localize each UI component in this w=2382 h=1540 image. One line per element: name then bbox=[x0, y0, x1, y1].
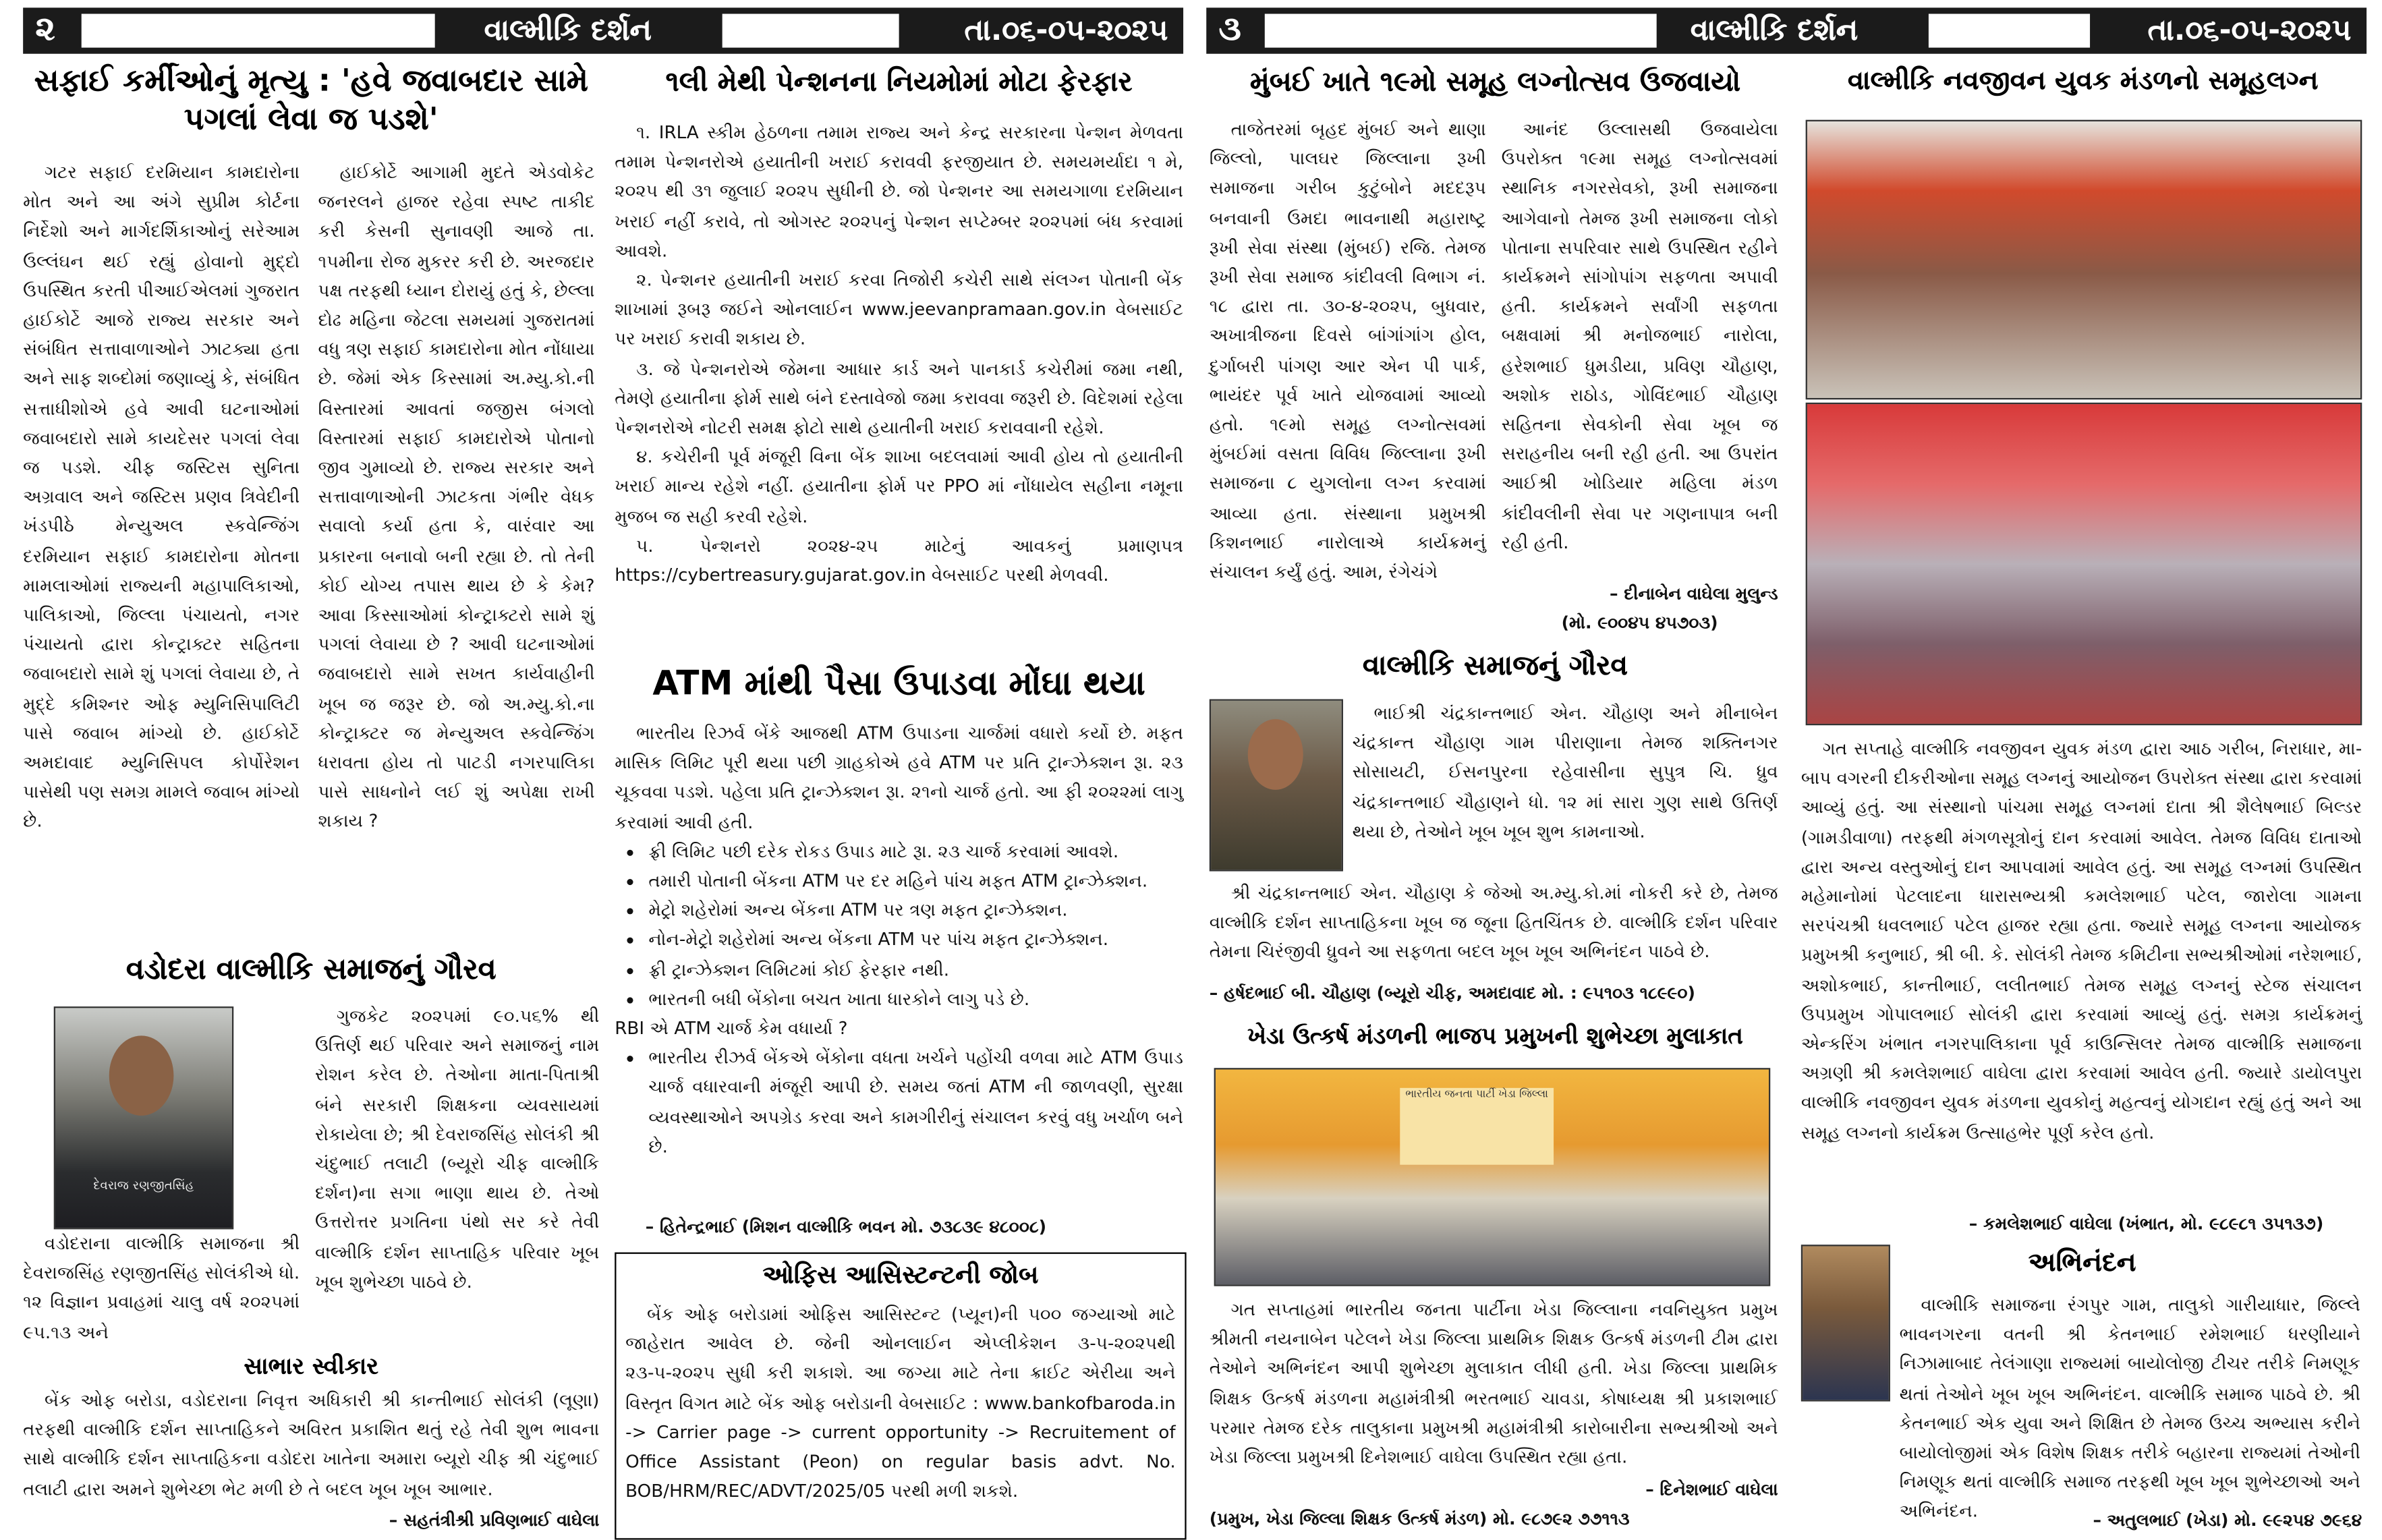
headline-pension: ૧લી મેથી પેન્શનના નિયમોમાં મોટા ફેરફાર bbox=[665, 65, 1133, 98]
paragraph: વડોદરાના વાલ્મીકિ સમાજના શ્રી દેવરાજસિંહ રણજીતસિંહ સોલંકીએ ધો. ૧૨ વિજ્ઞાન પ્રવાહમાં ચાલુ વર્ષ ૨૦૨૫માં ૯૫.૧૩ અને bbox=[23, 1232, 300, 1343]
student-photo bbox=[1210, 699, 1343, 871]
pension-item: ૩. જે પેન્શનરોએ જેમના આધાર કાર્ડ અને પાનકાર્ડ કચેરીમાં જમા નથી, તેમણે હયાતીના ફોર્મ સાથે બંને દસ્તાવેજો જમા કરાવવા જરૂરી છે. વિદેશમાં રહેલા પેન્શનરોએ નોટરી સમક્ષ ફોટો સાથે હયાતીની ખરાઈ કરાવવાની રહેશે. bbox=[615, 357, 1184, 438]
signature: – હર્ષદભાઈ બી. ચૌહાણ (બ્યૂરો ચીફ, અમદાવાદ મો. : ૯૫૧૦૩ ૧૮૯૯૦) bbox=[1209, 983, 1695, 1004]
signature: – સહતંત્રીશ્રી પ્રવિણભાઈ વાઘેલા bbox=[292, 1510, 600, 1532]
issue-date: તા.૦૬-૦૫-૨૦૨૫ bbox=[964, 13, 1168, 48]
bjp-banner: ભારતીય જનતા પાર્ટી ખેડા જિલ્લા bbox=[1400, 1088, 1554, 1165]
paragraph: શ્રી ચંદ્રકાન્તભાઈ એન. ચૌહાણ કે જેઓ અ.મ્યુ.કો.માં નોકરી કરે છે, તેમજ વાલ્મીકિ દર્શન સાપ્તાહિકના ખૂબ જ જૂના હિતચિંતક છે. વાલ્મીકિ દર્શન પરિવાર તેમના ચિરંજીવી ધ્રુવને આ સફળતા બદલ ખૂબ ખૂબ અભિનંદન પાઠવે છે. bbox=[1209, 882, 1778, 963]
paragraph: ભારતીય રિઝર્વ બેંકે આજથી ATM ઉપાડના ચાર્જમાં વધારો કર્યો છે. મફત માસિક લિમિટ પૂરી થયા પછી ગ્રાહકોએ હવે ATM પર પ્રતિ ટ્રાન્ઝેક્શન રૂા. ૨૩ ચૂકવવા પડશે. પહેલા પ્રતિ ટ્રાન્ઝેક્શન રૂા. ૨૧નો ચાર્જ હતો. આ ફી ૨૦૨૨માં લાગુ કરવામાં આવી હતી. bbox=[615, 722, 1184, 832]
headline-kheda: ખેડા ઉત્કર્ષ મંડળની ભાજપ પ્રમુખની શુભેચ્છા મુલાકાત bbox=[1247, 1021, 1743, 1050]
paragraph: ગટર સફાઈ દરમિયાન કામદારોના મોત અને આ અંગે સુપ્રીમ કોર્ટના નિર્દેશો અને માર્ગદર્શિકાઓનું સરેઆમ ઉલ્લંઘન થઈ રહ્યું હોવાનો મુદ્દો ઉપસ્થિત કરતી પીઆઈએલમાં ગુજરાત હાઈકોર્ટે આજે રાજ્ય સરકાર અને સંબંધિત સત્તાવાળાઓને ઝાટક્યા હતા અને સાફ શબ્દોમાં જણાવ્યું કે, સંબંધિત સત્તાધીશોએ હવે આવી ઘટનાઓમાં જવાબદારો સામે કાયદેસર પગલાં લેવા જ પડશે. ચીફ જસ્ટિસ સુનિતા અગ્રવાલ અને જસ્ટિસ પ્રણવ ત્રિવેદીની ખંડપીઠે મેન્યુઅલ સ્કવેન્જિંગ દરમિયાન સફાઈ કામદારોના મોતના મામલાઓમાં રાજ્યની મહાપાલિકાઓ, પાલિકાઓ, જિલ્લા પંચાયતો, નગર પંચાયતો દ્વારા કોન્ટ્રાક્ટર સહિતના જવાબદારો સામે શું પગલાં લેવાયા છે, તે મુદ્દે કમિશ્નર ઓફ મ્યુનિસિપાલિટી પાસે જવાબ માંગ્યો છે. હાઈકોર્ટે અમદાવાદ મ્યુનિસિપલ કોર્પોરેશન પાસેથી પણ સમગ્ર મામલે જવાબ માંગ્યો છે. bbox=[23, 161, 300, 832]
article-text bbox=[1210, 879, 1778, 971]
atm-bullets bbox=[615, 837, 1183, 1014]
bullet-item: • નોન-મેટ્રો શહેરોમાં અન્ય બેંકના ATM પર પાંચ મફત ટ્રાન્ઝેક્શન. bbox=[648, 925, 1183, 955]
masthead: વાલ્મીકિ દર્શન bbox=[1690, 13, 1859, 48]
masthead: વાલ્મીકિ દર્શન bbox=[484, 13, 652, 48]
article-text bbox=[318, 159, 595, 942]
signature: – દીનાબેન વાઘેલા મુલુન્ડ bbox=[1610, 583, 1778, 604]
issue-date: તા.૦૬-૦૫-૨૦૨૫ bbox=[2147, 13, 2352, 48]
paragraph: વાલ્મીકિ સમાજના રંગપુર ગામ, તાલુકો ગારીયાધાર, જિલ્લે ભાવનગરના વતની શ્રી કેતનભાઈ રમેશભાઈ ધરણીયાને નિઝામાબાદ તેલંગાણા રાજ્યમાં બાયોલોજી ટીચર તરીકે નિમણૂક થતાં તેઓને ખૂબ ખૂબ અભિનંદન. વાલ્મીકિ સમાજ પાઠવે છે. શ્રી કેતનભાઈ એક યુવા અને શિક્ષિત છે તેમજ ઉચ્ચ અભ્યાસ કરીને બાયોલોજીમાં એક વિશેષ શિક્ષક તરીકે બહારના રાજ્યમાં તેઓની નિમણૂક થતાં વાલ્મીકિ સમાજ તરફથી ખૂબ ખૂબ શુભેચ્છાઓ અને અભિનંદન. bbox=[1899, 1294, 2361, 1522]
page-number: ૩ bbox=[1218, 10, 1241, 49]
signature-detail: (પ્રમુખ, ખેડા જિલ્લા શિક્ષક ઉત્કર્ષ મંડળ) મો. ૯૮૭૯૨ ૭૭૧૧૩ bbox=[1209, 1508, 1630, 1529]
face-shape bbox=[1248, 719, 1303, 790]
signature: – અતુલભાઈ (ખેડા) મો. ૯૯૨૫૪ ૭૯૬૪ bbox=[1997, 1510, 2362, 1532]
header-blank-box bbox=[722, 14, 899, 48]
bullet-item: • તમારી પોતાની બેંકના ATM પર દર મહિને પાંચ મફત ATM ટ્રાન્ઝેક્શન. bbox=[648, 867, 1183, 896]
pension-item: ૧. IRLA સ્કીમ હેઠળના તમામ રાજ્ય અને કેન્દ્ર સરકારના પેન્શન મેળવતા તમામ પેન્શનરોએ હયાતીની ખરાઈ કરાવવી ફરજીયાત છે. સમયમર્યાદા ૧ મે, ૨૦૨૫ થી ૩૧ જુલાઈ ૨૦૨૫ સુધીની છે. જો પેન્શનર આ સમયગાળા દરમિયાન ખરાઈ નહીં કરાવે, તો ઓગસ્ટ ૨૦૨૫નું પેન્શન સપ્ટેમ્બર ૨૦૨૫માં બંધ કરવામાં આવશે. bbox=[615, 121, 1184, 261]
paragraph: હાઈકોર્ટે આગામી મુદતે એડવોકેટ જનરલને હાજર રહેવા સ્પષ્ટ તાકીદ કરી કેસની સુનાવણી આજે તા. ૧૫મીના રોજ મુકરર કરી છે. અરજદાર પક્ષ તરફથી ધ્યાન દોરાયું હતું કે, છેલ્લા દોઢ મહિના જેટલા સમયમાં ગુજરાતમાં વધુ ત્રણ સફાઈ કામદારોના મોત નોંધાયા છે. જેમાં એક કિસ્સામાં અ.મ્યુ.કો.ની વિસ્તારમાં આવતાં જજીસ બંગલો વિસ્તારમાં સફાઈ કામદારોએ પોતાનો જીવ ગુમાવ્યો છે. રાજ્ય સરકાર અને સત્તાવાળાઓની ઝાટકતા ગંભીર વેધક સવાલો કર્યા હતા કે, વારંવાર આ પ્રકારના બનાવો બની રહ્યા છે. તો તેની કોઈ યોગ્ય તપાસ થાય છે કે કેમ? આવા કિસ્સાઓમાં કોન્ટ્રાક્ટરો સામે શું પગલાં લેવાયા છે ? આવી ઘટનાઓમાં જવાબદારો સામે સખત કાર્યવાહીની ખૂબ જ જરૂર છે. જો અ.મ્યુ.કો.ના કોન્ટ્રાક્ટર જ મેન્યુઅલ સ્કવેન્જિંગ ધરાવતા હોય તો પાટડી નગરપાલિકા પાસે સાધનોને લઈ શું અપેક્ષા રાખી શકાય ? bbox=[318, 161, 595, 832]
face-shape bbox=[109, 1035, 174, 1115]
pension-item: ૫. પેન્શનરો ૨૦૨૪-૨૫ માટેનું આવકનું પ્રમાણપત્ર https://cybertreasury.gujarat.gov.in વેબસાઈટ પરથી મેળવવી. bbox=[615, 534, 1184, 586]
pension-list bbox=[615, 118, 1183, 656]
article-text bbox=[315, 1002, 599, 1348]
question: RBI એ ATM ચાર્જ કેમ વધાર્યા ? bbox=[615, 1017, 848, 1039]
bullet-item: • ભારતની બધી બેંકોના બચત ખાતા ધારકોને લાગુ પડે છે. bbox=[648, 985, 1183, 1015]
paragraph: ગુજકેટ ૨૦૨૫માં ૯૦.૫૬% થી ઉત્તિર્ણ થઈ પરિવાર અને સમાજનું નામ રોશન કરેલ છે. તેઓના માતા-પિતાશ્રી બંને સરકારી શિક્ષકના વ્યવસાયમાં રોકાયેલા છે; શ્રી દેવરાજસિંહ સોલંકી શ્રી ચંદુભાઈ તલાટી (બ્યૂરો ચીફ વાલ્મીકિ દર્શન)ના સગા ભાણા થાય છે. તેઓ ઉત્તરોત્તર પ્રગતિના પંથો સર કરે તેવી વાલ્મીકિ દર્શન સાપ્તાહિક પરિવાર ખૂબ ખૂબ શુભેચ્છા પાઠવે છે. bbox=[314, 1004, 600, 1292]
pension-item: ૪. કચેરીની પૂર્વ મંજૂરી વિના બેંક શાખા બદલવામાં આવી હોય તો હયાતીની ખરાઈ માન્ય રહેશે નહીં. હયાતીના ફોર્મ પર PPO માં નોંધાયેલ સહીના નમૂના મુજબ જ સહી કરવી રહેશે. bbox=[615, 446, 1184, 527]
headline-vadodara: વડોદરા વાલ્મીકિ સમાજનું ગૌરવ bbox=[125, 952, 497, 987]
headline-abhinandan: અભિનંદન bbox=[2028, 1247, 2136, 1279]
phone: (મો. ૯૦૦૪૫ ૪૫૭૦૩) bbox=[1561, 612, 1718, 633]
page-number: ૨ bbox=[35, 10, 55, 49]
paragraph: તાજેતરમાં બૃહદ મુંબઈ અને થાણા જિલ્લો, પાલઘર જિલ્લાના રૂખી સમાજના ગરીબ કુટુંબોને મદદરૂપ બનવાની ઉમદા ભાવનાથી મહારાષ્ટ્ર રૂખી સેવા સંસ્થા (મુંબઈ) રજિ. તેમજ રૂખી સેવા સમાજ કાંદીવલી વિભાગ નં. ૧૮ દ્વારા તા. ૩૦-૪-૨૦૨૫, બુધવાર, અખાત્રીજના દિવસે બાંગાંગાંગ હોલ, દુર્ગાબરી પાંગણ આર એન પી પાર્ક, ભાયંદર પૂર્વ ખાતે યોજવામાં આવ્યો હતો. ૧૯મો સમૂહ લગ્નોત્સવમાં મુંબઈમાં વસતા વિવિધ જિલ્લાના રૂખી સમાજના ૮ યુગલોના લગ્ન કરવામાં આવ્યા હતા. સંસ્થાના પ્રમુખશ્રી કિશનભાઈ નારોલાએ કાર્યક્રમનું સંચાલન કર્યું હતું. આમ, રંગેચંગે bbox=[1209, 118, 1486, 583]
signature: – દિનેશભાઈ વાઘેલા bbox=[1537, 1480, 1778, 1502]
right-page-header bbox=[1206, 7, 2366, 53]
bullet-item: • ફ્રી ટ્રાન્ઝેક્શન લિમિટમાં કોઈ ફેરફાર નથી. bbox=[648, 955, 1183, 985]
article-text bbox=[23, 1229, 300, 1349]
bullet-item: • મેટ્રો શહેરોમાં અન્ય બેંકના ATM પર ત્રણ મફત ટ્રાન્ઝેક્શન. bbox=[648, 896, 1183, 926]
answer: • ભારતીય રીઝર્વ બેંકએ બેંકોના વધતા ખર્ચને પહોંચી વળવા માટે ATM ઉપાડ ચાર્જ વધારવાની મંજૂરી આપી છે. સમય જતાં ATM ની જાળવણી, સુરક્ષા વ્યવસ્થાઓને અપગ્રેડ કરવા અને કામગીરીનું સંચાલન કરવું વધુ ખર્ચાળ બને છે. bbox=[648, 1044, 1183, 1162]
kheda-group-photo bbox=[1214, 1068, 1771, 1286]
job-text bbox=[625, 1300, 1176, 1533]
headline-mumbai: મુંબઈ ખાતે ૧૯મો સમૂહ લગ્નોત્સવ ઉજવાયો bbox=[1249, 65, 1741, 98]
header-blank-box bbox=[82, 14, 435, 48]
paragraph: બેંક ઓફ બરોડામાં ઓફિસ આસિસ્ટન્ટ (પ્યૂન)ની ૫૦૦ જગ્યાઓ માટે જાહેરાત આવેલ છે. જેની ઓનલાઈન એપ્લીકેશન ૩-૫-૨૦૨૫થી ૨૩-૫-૨૦૨૫ સુધી કરી શકાશે. આ જગ્યા માટે તેના ક્રાઈટ એરીયા અને વિસ્તૃત વિગત માટે બેંક ઓફ બરોડાની વેબસાઈટ : www.bankofbaroda.in -> Carrier page -> current opportunity -> Recruitement of Office Assistant (Peon) on regular basis advt. No. BOB/HRM/REC/ADVT/2025/05 પરથી મળી શકશે. bbox=[625, 1303, 1176, 1502]
pension-item: ૨. પેન્શનર હયાતીની ખરાઈ કરવા તિજોરી કચેરી સાથે સંલગ્ન પોતાની બેંક શાખામાં રૂબરૂ જઈને ઓનલાઈન www.jeevanpramaan.gov.in વેબસાઈટ પર ખરાઈ કરાવી શકાય છે. bbox=[615, 268, 1184, 350]
article-text bbox=[1210, 115, 1486, 607]
left-page-header bbox=[23, 7, 1183, 53]
article-text bbox=[23, 159, 300, 942]
paragraph: ગત સપ્તાહે વાલ્મીકિ નવજીવન યુવક મંડળ દ્વારા આઠ ગરીબ, નિરાધાર, મા-બાપ વગરની દીકરીઓના સમૂહ લગ્નનું આયોજન ઉપરોક્ત સંસ્થા દ્વારા કરવામાં આવ્યું હતું. આ સંસ્થાનો પાંચમા સમૂહ લગ્નમાં દાતા શ્રી શૈલેષભાઈ બિલ્ડર (ગામડીવાળા) તરફથી મંગળસૂત્રોનું દાન કરવામાં આવેલ. તેમજ વિવિધ દાતાઓ દ્વારા અન્ય વસ્તુઓનું દાન આપવામાં આવેલ હતું. આ સમૂહ લગ્નમાં ઉપસ્થિત મહેમાનોમાં પેટલાદના ધારાસભ્યશ્રી કમલેશભાઈ પટેલ, જારોલા ગામના સરપંચશ્રી ધવલભાઈ પટેલ હાજર રહ્યા હતા. જ્યારે સમૂહ લગ્નના આયોજક પ્રમુખશ્રી કનુભાઈ, શ્રી બી. કે. સોલંકી તેમજ કમિટીના સભ્યશ્રીઓમાં નરેશભાઈ, અશોકભાઈ, કાન્તીભાઈ, લલીતભાઈ તેમજ સમૂહ લગ્નનું સ્ટેજ સંચાલન ઉપપ્રમુખ ગોપાલભાઈ સોલંકી દ્વારા કરવામાં આવ્યું હતું. સમગ્ર કાર્યક્રમનું એન્કરિંગ ખંભાત નગરપાલિકાના પૂર્વ કાઉન્સિલર તેમજ વાલ્મીકિ સમાજના અગ્રણી શ્રી કમલેશભાઈ વાઘેલા દ્વારા કરવામાં આવેલ હતી. જ્યારે ડાયોલપુરા વાલ્મીકિ નવજીવન યુવક મંડળના યુવકોનું મહત્વનું યોગદાન રહ્યું હતું અને આ સમૂહ લગ્નનો કાર્યક્રમ ઉત્સાહભેર પૂર્ણ કરેલ હતો. bbox=[1800, 737, 2362, 1143]
atm-text bbox=[615, 719, 1183, 1211]
headline-gaurav: વાલ્મીકિ સમાજનું ગૌરવ bbox=[1362, 650, 1628, 683]
article-text bbox=[1210, 1295, 1778, 1506]
headline-job: ઓફિસ આસિસ્ટન્ટની જોબ bbox=[762, 1259, 1039, 1290]
job-box bbox=[615, 1253, 1186, 1540]
paragraph: ગત સપ્તાહમાં ભારતીય જનતા પાર્ટીના ખેડા જિલ્લાના નવનિયુક્ત પ્રમુખ શ્રીમતી નયનાબેન પટેલને ખેડા જિલ્લા પ્રાથમિક શિક્ષક ઉત્કર્ષ મંડળની ટીમ દ્વારા તેઓને અભિનંદન આપી શુભેચ્છા મુલાકાત લીધી હતી. ખેડા જિલ્લા પ્રાથમિક શિક્ષક ઉત્કર્ષ મંડળના મહામંત્રીશ્રી ભરતભાઈ ચાવડા, કોષાધ્યક્ષ શ્રી પ્રકાશભાઈ પરમાર તેમજ દરેક તાલુકાના પ્રમુખશ્રી મહામંત્રીશ્રી કારોબારીના સભ્યશ્રીઓ અને ખેડા જિલ્લા પ્રમુખશ્રી દિનેશભાઈ વાઘેલા ઉપસ્થિત રહ્યા હતા. bbox=[1209, 1298, 1778, 1468]
photo-caption: દેવરાજ રણજીતસિંહ bbox=[93, 1178, 194, 1193]
article-text bbox=[1801, 735, 2362, 1203]
paragraph: બેંક ઓફ બરોડા, વડોદરાના નિવૃત્ત અધિકારી શ્રી કાન્તીભાઈ સોલંકી (લૂણા) તરફથી વાલ્મીકિ દર્શન સાપ્તાહિકને અવિરત પ્રકાશિત થતું રહે તેવી શુભ ભાવના સાથે વાલ્મીકિ દર્શન સાપ્તાહિકના વડોદરા ખાતેના અમારા બ્યૂરો ચીફ શ્રી ચંદુભાઈ તલાટી દ્વારા અમને શુભેચ્છા ભેટ મળી છે તે બદલ ખૂબ ખૂબ આભાર. bbox=[23, 1389, 600, 1500]
bullet-item: • ફ્રી લિમિટ પછી દરેક રોકડ ઉપાડ માટે રૂા. ૨૩ ચાર્જ કરવામાં આવશે. bbox=[648, 837, 1183, 867]
answer-list bbox=[615, 1044, 1183, 1162]
headline-safai: સફાઈ કર્મીઓનું મૃત્યુ : 'હવે જવાબદાર સામે પગલાં લેવા જ પડશે' bbox=[34, 61, 588, 137]
wedding-photo-guests bbox=[1806, 120, 2362, 400]
header-blank-box bbox=[1265, 14, 1657, 48]
student-photo bbox=[54, 1006, 234, 1229]
article-text bbox=[1353, 699, 1778, 876]
wedding-photo-crowd bbox=[1806, 403, 2362, 725]
headline-atm: ATM માંથી પૈસા ઉપાડવા મોંઘા થયા bbox=[652, 665, 1145, 704]
header-blank-box bbox=[1929, 14, 2090, 48]
headline-sabhar: સાભાર સ્વીકાર bbox=[244, 1352, 379, 1380]
article-text bbox=[1502, 115, 1778, 576]
paragraph: આનંદ ઉલ્લાસથી ઉજવાયેલા ઉપરોક્ત ૧૯મા સમૂહ લગ્નોત્સવમાં સ્થાનિક નગરસેવકો, રૂખી સમાજના આગેવાનો તેમજ રૂખી સમાજના લોકો પોતાના સપરિવાર સાથે ઉપસ્થિત રહીને કાર્યક્રમને સાંગોપાંગ સફળતા અપાવી હતી. કાર્યક્રમને સર્વાંગી સફળતા બક્ષવામાં શ્રી મનોજભાઈ નારોલા, હરેશભાઈ ધુમડીયા, પ્રવિણ ચૌહાણ, અશોક રાઠોડ, ગોવિંદભાઈ ચૌહાણ સહિતના સેવકોની સેવા ખૂબ જ સરાહનીય બની રહી હતી. આ ઉપરાંત આઈશ્રી ખોડિયાર મહિલા મંડળ કાંદીવલીની સેવા પર ગણનાપાત્ર બની રહી હતી. bbox=[1501, 118, 1778, 553]
headline-samuh-lagna: વાલ્મીકિ નવજીવન યુવક મંડળનો સમૂહલગ્ન bbox=[1848, 65, 2319, 97]
paragraph: ભાઈશ્રી ચંદ્રકાન્તભાઈ એન. ચૌહાણ અને મીનાબેન ચંદ્રકાન્ત ચૌહાણ ગામ પીરાણાના તેમજ શક્તિનગર સોસાયટી, ઈસનપુરના રહેવાસીના સુપુત્ર ચિ. ધ્રુવ ચંદ્રકાન્તભાઈ ચૌહાણને ધો. ૧૨ માં સારા ગુણ સાથે ઉત્તિર્ણ થયા છે, તેઓને ખૂબ ખૂબ શુભ કામનાઓ. bbox=[1352, 702, 1778, 842]
signature: – કમલેશભાઈ વાઘેલા (ખંભાત, મો. ૯૮૯૮૧ ૩૫૧૩૭) bbox=[1968, 1214, 2324, 1234]
signature: – હિતેન્દ્રભાઈ (મિશન વાલ્મીકિ ભવન મો. ૭૩૮૩૯ ૪૮૦૦૮) bbox=[645, 1217, 1047, 1237]
teacher-photo bbox=[1801, 1245, 1890, 1401]
